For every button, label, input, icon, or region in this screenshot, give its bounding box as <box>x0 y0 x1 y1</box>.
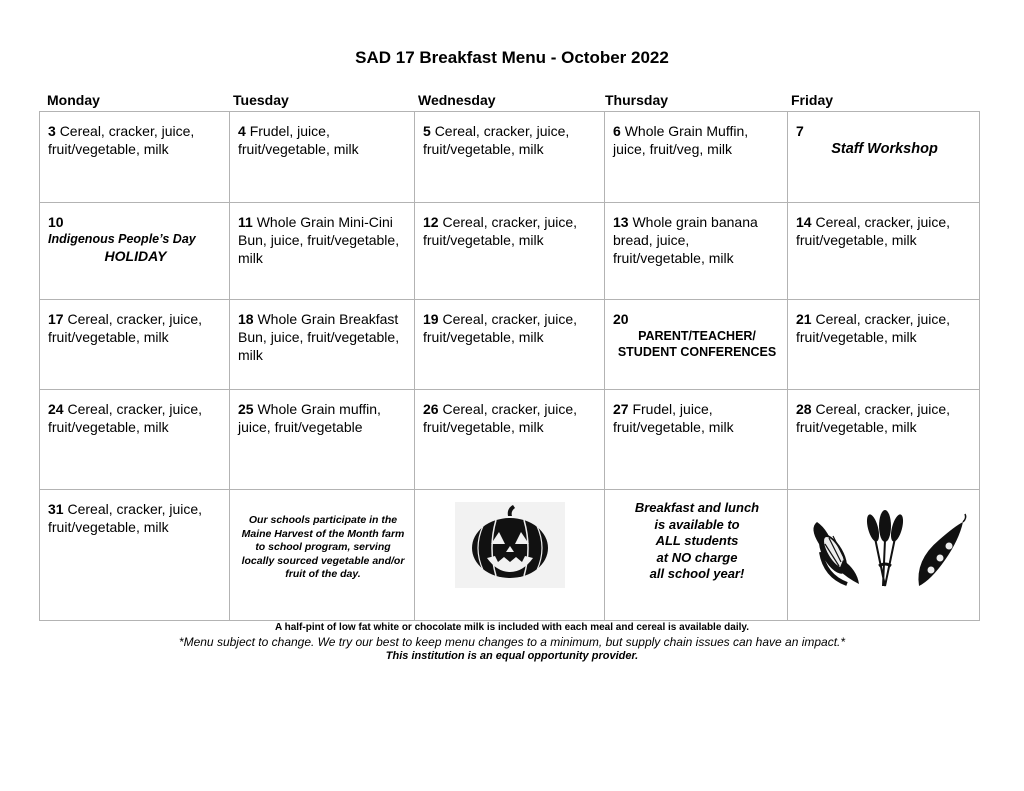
menu-text: Frudel, juice, fruit/vegetable, milk <box>613 401 734 435</box>
day-cell <box>40 112 230 203</box>
staff-workshop-note: Staff Workshop <box>831 141 938 157</box>
image-cell <box>788 490 980 621</box>
day-number: 19 <box>423 311 439 327</box>
menu-text: Cereal, cracker, juice, fruit/vegetable, milk <box>796 401 951 435</box>
day-number: 17 <box>48 311 64 327</box>
day-cell <box>415 203 605 300</box>
weekday-thursday: Thursday <box>605 92 669 108</box>
day-cell <box>40 300 230 390</box>
day-cell <box>415 390 605 490</box>
day-cell <box>415 300 605 390</box>
calendar-week-row <box>40 203 980 300</box>
calendar-week-row <box>40 112 980 203</box>
day-number: 24 <box>48 401 64 417</box>
image-cell <box>415 490 605 621</box>
day-cell <box>605 300 788 390</box>
conferences-note: PARENT/TEACHER/ STUDENT CONFERENCES <box>617 329 777 359</box>
menu-text: Cereal, cracker, juice, fruit/vegetable, milk <box>423 123 570 157</box>
day-number: 11 <box>238 214 253 230</box>
weekday-friday: Friday <box>791 92 834 108</box>
day-cell <box>788 300 980 390</box>
day-number: 14 <box>796 214 812 230</box>
day-number: 31 <box>48 501 64 517</box>
day-cell <box>230 112 415 203</box>
menu-text: Frudel, juice, fruit/vegetable, milk <box>238 123 359 157</box>
menu-text: Cereal, cracker, juice, fruit/vegetable, milk <box>423 214 578 248</box>
menu-text: Cereal, cracker, juice, fruit/vegetable, milk <box>423 401 578 435</box>
equal-opportunity-note: This institution is an equal opportunity provider. <box>385 650 639 662</box>
day-number: 18 <box>238 311 254 327</box>
corn-wheat-pea-icon <box>799 500 969 592</box>
corn-icon <box>813 522 859 584</box>
day-cell <box>230 390 415 490</box>
maine-harvest-note: Our schools participate in the Maine Harvest of the Month farm to school program, serving locally sourced vegetable and/or fruit of the day. <box>241 514 405 580</box>
day-cell <box>415 112 605 203</box>
weekday-wednesday: Wednesday <box>418 92 496 108</box>
day-number: 4 <box>238 123 246 139</box>
free-meals-line: ALL students <box>655 533 739 548</box>
free-meals-line: is available to <box>654 516 740 532</box>
weekday-header-row <box>39 92 979 110</box>
day-number: 3 <box>48 123 56 139</box>
info-cell <box>230 490 415 621</box>
day-cell <box>230 203 415 300</box>
info-cell <box>605 490 788 621</box>
day-cell <box>788 203 980 300</box>
day-number: 13 <box>613 214 629 230</box>
menu-calendar <box>39 111 980 621</box>
day-cell <box>788 112 980 203</box>
menu-text: Whole Grain Breakfast Bun, juice, fruit/vegetable, milk <box>238 311 400 363</box>
day-number: 26 <box>423 401 439 417</box>
day-number: 28 <box>796 401 812 417</box>
day-number: 7 <box>796 123 804 139</box>
day-number: 12 <box>423 214 439 230</box>
pea-pod-icon <box>918 514 965 586</box>
jack-o-lantern-icon <box>455 502 565 588</box>
menu-text: Cereal, cracker, juice, fruit/vegetable, milk <box>48 401 203 435</box>
menu-text: Cereal, cracker, juice, fruit/vegetable, milk <box>796 311 951 345</box>
menu-text: Cereal, cracker, juice, fruit/vegetable, milk <box>423 311 578 345</box>
menu-text: Whole Grain muffin, juice, fruit/vegetable <box>238 401 381 435</box>
holiday-name: Indigenous People’s Day <box>48 232 196 246</box>
menu-text: Whole Grain Mini-Cini Bun, juice, fruit/vegetable, milk <box>238 214 400 266</box>
day-cell <box>605 112 788 203</box>
wheat-icon <box>864 510 905 586</box>
menu-text: Cereal, cracker, juice, fruit/vegetable, milk <box>48 123 195 157</box>
menu-text: Cereal, cracker, juice, fruit/vegetable, milk <box>48 311 203 345</box>
day-cell <box>605 390 788 490</box>
day-cell <box>230 300 415 390</box>
day-cell <box>40 390 230 490</box>
free-meals-line: all school year! <box>649 566 745 581</box>
weekday-monday: Monday <box>47 92 100 108</box>
page-title: SAD 17 Breakfast Menu - October 2022 <box>355 48 669 67</box>
day-number: 25 <box>238 401 254 417</box>
weekday-tuesday: Tuesday <box>233 92 289 108</box>
day-number: 20 <box>613 311 629 327</box>
day-number: 10 <box>48 214 64 230</box>
calendar-week-row <box>40 300 980 390</box>
day-number: 5 <box>423 123 431 139</box>
day-cell <box>788 390 980 490</box>
day-cell <box>605 203 788 300</box>
free-meals-line: at NO charge <box>656 549 738 565</box>
menu-text: Cereal, cracker, juice, fruit/vegetable, milk <box>48 501 203 535</box>
calendar-week-row <box>40 490 980 621</box>
day-cell <box>40 203 230 300</box>
day-number: 6 <box>613 123 621 139</box>
menu-text: Whole Grain Muffin, juice, fruit/veg, milk <box>613 123 749 157</box>
day-number: 21 <box>796 311 812 327</box>
menu-text: Whole grain banana bread, juice, fruit/vegetable, milk <box>613 214 758 266</box>
calendar-week-row <box>40 390 980 490</box>
milk-note: A half-pint of low fat white or chocolate milk is included with each meal and cereal is available daily. <box>274 622 749 633</box>
free-meals-line: Breakfast and lunch <box>634 500 760 515</box>
menu-change-note: *Menu subject to change. We try our best to keep menu changes to a minimum, but supply chain issues can have an impact.* <box>178 635 846 649</box>
day-cell <box>40 490 230 621</box>
day-number: 27 <box>613 401 629 417</box>
menu-text: Cereal, cracker, juice, fruit/vegetable, milk <box>796 214 951 248</box>
holiday-label: HOLIDAY <box>104 248 167 264</box>
